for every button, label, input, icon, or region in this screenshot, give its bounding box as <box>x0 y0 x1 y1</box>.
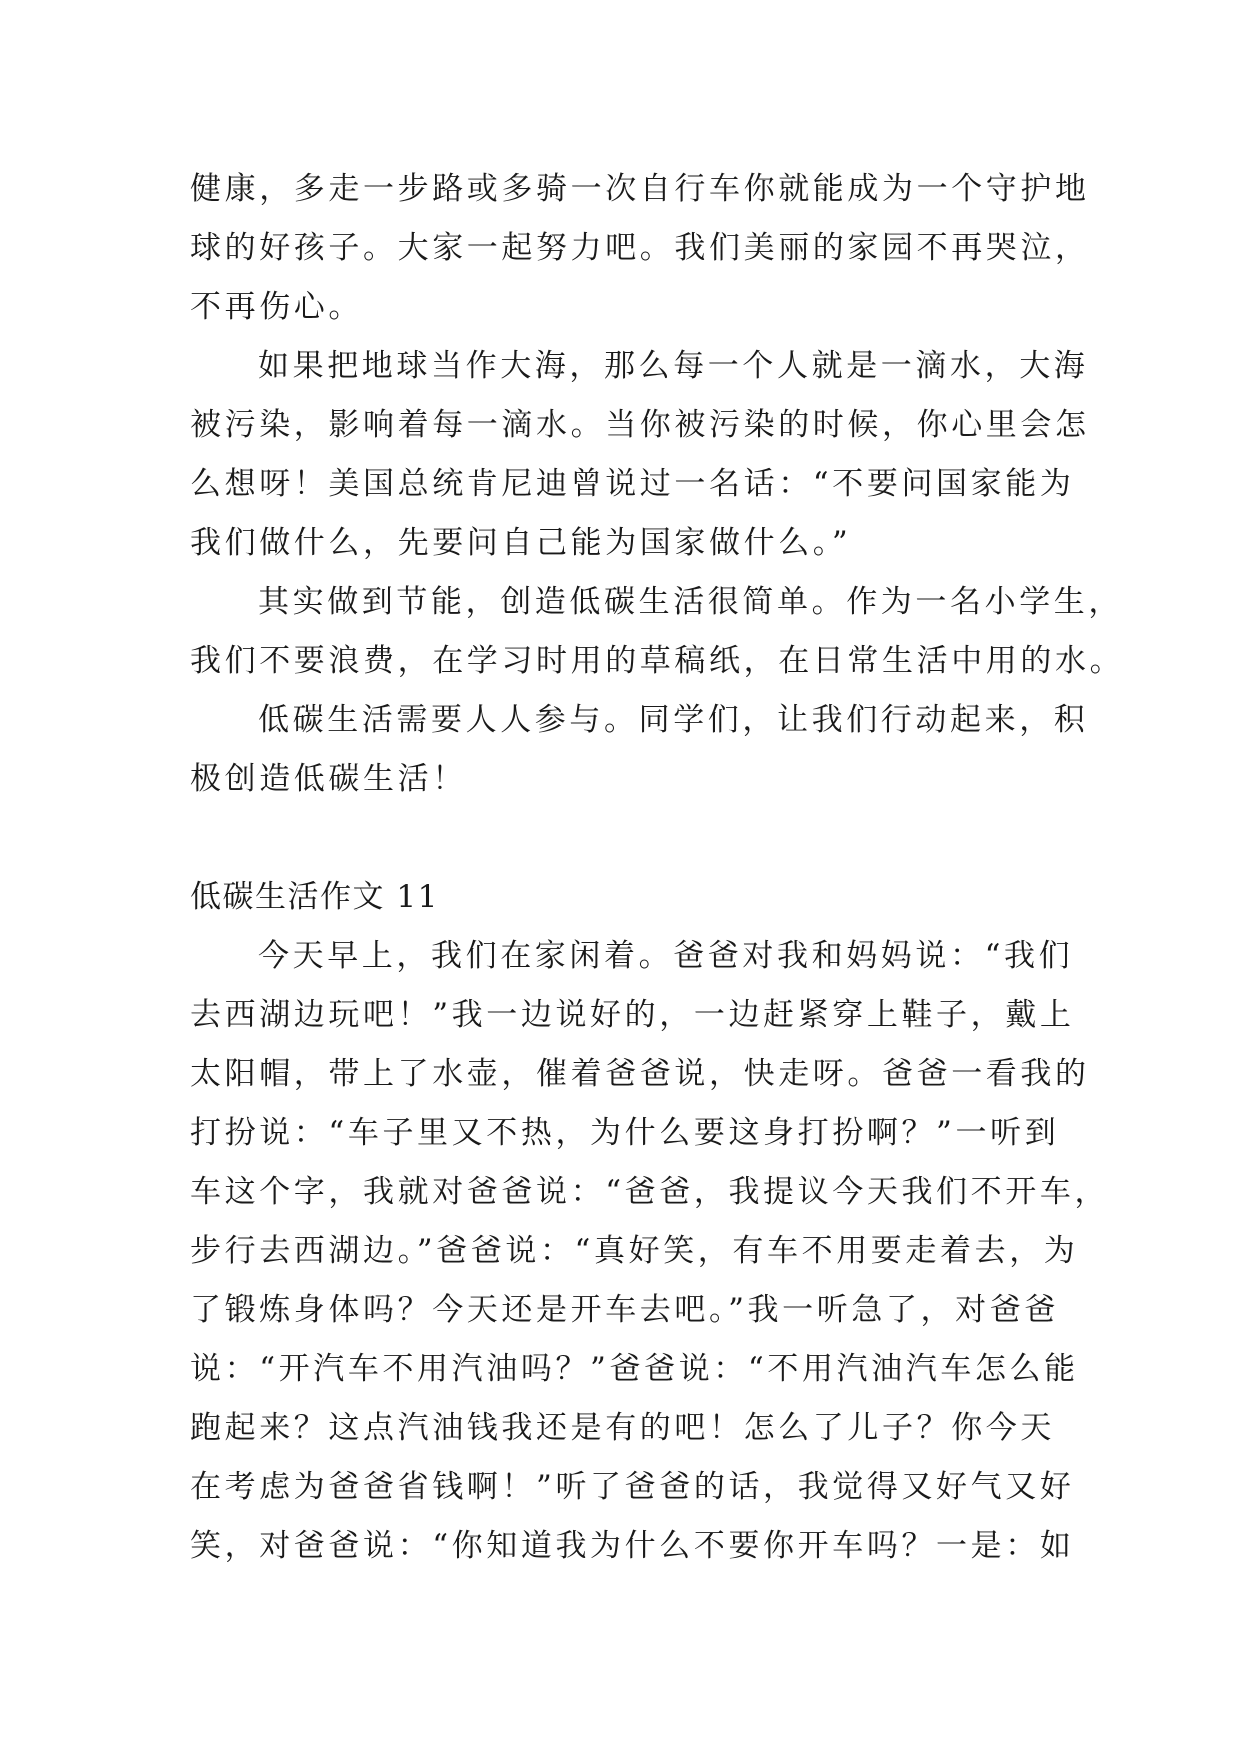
paragraph-4 <box>190 691 1089 809</box>
text-line: 说：“开汽车不用汽油吗？”爸爸说：“不用汽油汽车怎么能 <box>190 1351 1079 1387</box>
text-line: 太阳帽，带上了水壶，催着爸爸说，快走呀。爸爸一看我的 <box>190 1056 1090 1092</box>
text-line: 如果把地球当作大海，那么每一个人就是一滴水，大海 <box>258 348 1089 384</box>
text-line: 跑起来？这点汽油钱我还是有的吧！怎么了儿子？你今天 <box>190 1410 1055 1446</box>
paragraph-5 <box>190 927 1110 1576</box>
paragraph-2 <box>190 337 1090 573</box>
text-line: 笑，对爸爸说：“你知道我为什么不要你开车吗？一是：如 <box>190 1528 1075 1564</box>
text-line: 今天早上，我们在家闲着。爸爸对我和妈妈说：“我们 <box>258 938 1074 974</box>
paragraph-3 <box>190 573 1125 691</box>
text-line: 被污染，影响着每一滴水。当你被污染的时候，你心里会怎 <box>190 407 1090 443</box>
text-line: 球的好孩子。大家一起努力吧。我们美丽的家园不再哭泣， <box>190 230 1090 266</box>
section-title: 低碳生活作文 11 <box>190 879 439 915</box>
text-line: 了锻炼身体吗？今天还是开车去吧。”我一听急了，对爸爸 <box>190 1292 1059 1328</box>
text-line: 不再伤心。 <box>190 289 363 325</box>
text-line: 在考虑为爸爸省钱啊！”听了爸爸的话，我觉得又好气又好 <box>190 1469 1075 1505</box>
text-line: 我们不要浪费，在学习时用的草稿纸，在日常生活中用的水。 <box>190 643 1125 679</box>
section-spacer <box>190 809 1050 868</box>
text-line: 我们做什么，先要问自己能为国家做什么。” <box>190 525 852 561</box>
text-line: 打扮说：“车子里又不热，为什么要这身打扮啊？”一听到 <box>190 1115 1060 1151</box>
text-line: 健康，多走一步路或多骑一次自行车你就能成为一个守护地 <box>190 171 1090 207</box>
text-line: 低碳生活需要人人参与。同学们，让我们行动起来，积 <box>258 702 1089 738</box>
text-line: 去西湖边玩吧！”我一边说好的，一边赶紧穿上鞋子，戴上 <box>190 997 1075 1033</box>
text-line: 其实做到节能，创造低碳生活很简单。作为一名小学生， <box>258 584 1123 620</box>
text-line: 步行去西湖边。”爸爸说：“真好笑，有车不用要走着去，为 <box>190 1233 1079 1269</box>
paragraph-1 <box>190 160 1090 337</box>
text-line: 么想呀！美国总统肯尼迪曾说过一名话：“不要问国家能为 <box>190 466 1075 502</box>
text-line: 极创造低碳生活！ <box>190 761 467 797</box>
document-body <box>190 160 1125 1576</box>
text-line: 车这个字，我就对爸爸说：“爸爸，我提议今天我们不开车， <box>190 1174 1110 1210</box>
